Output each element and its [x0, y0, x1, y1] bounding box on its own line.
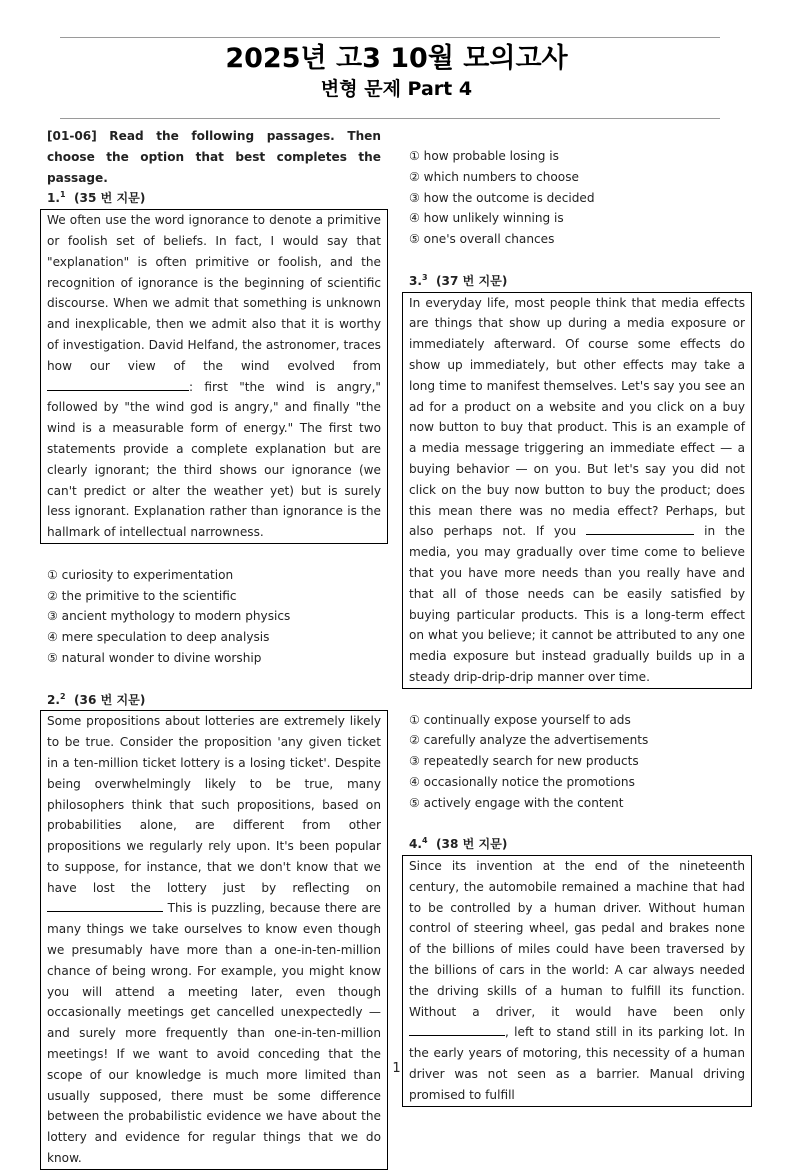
top-rule [60, 37, 720, 38]
question-1-header: 1.$^1$ (35 번 지문) [47, 190, 146, 206]
question-3-header: 3.$^3$ (37 번 지문) [409, 272, 508, 288]
answer-blank [47, 379, 189, 391]
option-2: ② which numbers to choose [409, 169, 579, 184]
page-subtitle: 변형 문제 Part 4 [320, 78, 473, 100]
answer-blank [47, 900, 163, 912]
question-1-options [47, 565, 381, 669]
answer-blank [409, 1024, 505, 1036]
question-4-header: 4.$^4$ (38 번 지문) [409, 836, 508, 852]
option-3: ③ ancient mythology to modern physics [47, 609, 291, 624]
question-1-passage: We often use the word ignorance to denote a primitive or foolish set of beliefs. In fact, I would say that "explanation" is often primitive or foolish, and the recognition of ignorance is the beginning of scientific discourse. When we admit that something is unknown and inexplicable, then we admit also that it is worthy of investigation. David Helfand, the astronomer, traces how our view of the wind evolved from : first "the wind is angry," followed by "the wind god is angry," and finally "the wind is a measurable form of energy." The first two statements provide a complete explanation but are clearly ignorant; the third shows our ignorance (we can't predict or alter the weather yet) but is surely less ignorant. Explanation rather than ignorance is the hallmark of intellectual narrowness. [40, 209, 388, 544]
left-column [47, 126, 381, 1170]
option-3: ③ repeatedly search for new products [409, 754, 639, 769]
option-5: ⑤ actively engage with the content [409, 795, 624, 810]
option-4: ④ how unlikely winning is [409, 211, 564, 226]
page-number: 1 [392, 1061, 401, 1076]
question-3-options [409, 710, 745, 814]
question-3-passage: In everyday life, most people think that media effects are things that show up during a media exposure or immediately afterward. Of course some effects do show up immediately, but other effects may take a long time to manifest themselves. Let's say you see an ad for a product on a website and you click on a buy now button to buy that product. This is an example of a media message triggering an immediate effect — a buying behavior — on you. But let's say you did not click on the buy now button to buy the product; does this mean there was no media effect? Perhaps, but also perhaps not. If you in the media, you may gradually over time come to believe that you have more needs than you really have and that all of those needs can be easily satisfied by buying particular products. This is a long-term effect on what you believe; it cannot be attributed to any one media exposure but instead gradually builds up in a steady drip-drip-drip manner over time. [402, 292, 752, 689]
option-1: ① continually expose yourself to ads [409, 712, 631, 727]
option-5: ⑤ natural wonder to divine worship [47, 650, 262, 665]
option-5: ⑤ one's overall chances [409, 232, 555, 247]
right-column [409, 146, 745, 1107]
option-2: ② carefully analyze the advertisements [409, 733, 649, 748]
page-title: 2025년 고3 10월 모의고사 [225, 43, 568, 74]
option-4: ④ occasionally notice the promotions [409, 774, 635, 789]
option-3: ③ how the outcome is decided [409, 190, 595, 205]
question-4-passage: Since its invention at the end of the nineteenth century, the automobile remained a machine that had to be controlled by a human driver. Without human control of steering wheel, gas pedal and brakes none of the billions of miles could have been traversed by the billions of cars in the world: A car always needed the driving skills of a human to fulfill its function. Without a driver, it would have been only , left to stand still in its parking lot. In the early years of motoring, this necessity of a human driver was not seen as a barrier. Manual driving promised to fulfill [402, 855, 752, 1107]
question-2-options [409, 146, 745, 250]
option-1: ① how probable losing is [409, 149, 559, 163]
header-bottom-rule [60, 118, 720, 119]
question-2-passage: Some propositions about lotteries are extremely likely to be true. Consider the proposition 'any given ticket in a ten-million ticket lottery is a losing ticket'. Despite being overwhelmingly likely to be true, many philosophers think that such propositions, based on probabilities alone, are different from other propositions we regularly rely upon. It's been popular to suppose, for instance, that we don't know that we have lost the lottery just by reflecting on This is puzzling, because there are many things we take ourselves to know even though we presumably have more than a one-in-ten-million chance of being wrong. For example, you might know you will attend a meeting later, even though occasionally meetings get cancelled unexpectedly — and surely more frequently than one-in-ten-million meetings! If we want to avoid conceding that the scope of our knowledge is much more limited than usually supposed, there must be some difference between the probabilistic evidence we have about the lottery and evidence for regular things that we do know. [40, 710, 388, 1170]
instructions: [01-06] Read the following passages. Then choose the option that best completes the passage. [47, 129, 381, 185]
question-2-header: 2.$^2$ (36 번 지문) [47, 691, 146, 707]
option-1: ① curiosity to experimentation [47, 567, 234, 582]
option-2: ② the primitive to the scientific [47, 588, 237, 603]
answer-blank [586, 523, 694, 535]
option-4: ④ mere speculation to deep analysis [47, 630, 270, 645]
